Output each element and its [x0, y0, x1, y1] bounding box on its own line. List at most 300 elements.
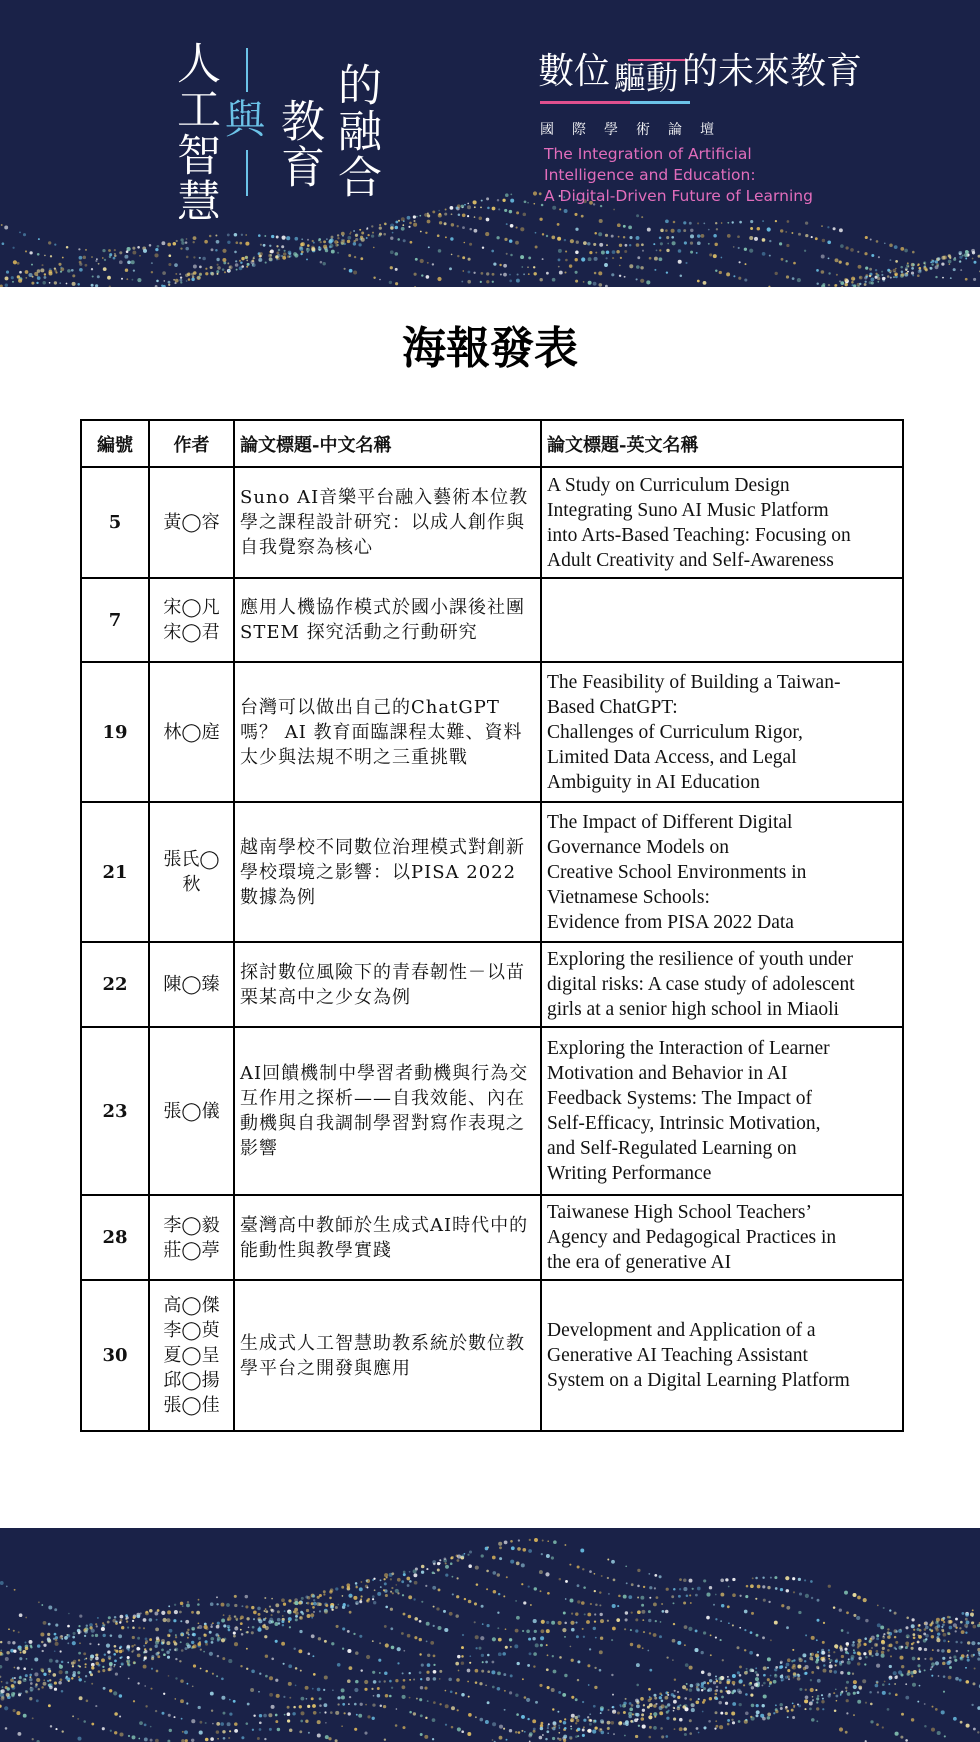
particle-dot	[420, 1678, 422, 1680]
particle-dot	[114, 1731, 117, 1734]
particle-dot	[191, 1647, 194, 1650]
particle-dot	[204, 1625, 208, 1629]
particle-dot	[23, 1667, 26, 1670]
particle-dot	[308, 1653, 311, 1656]
particle-dot	[727, 234, 731, 238]
particle-dot	[25, 250, 27, 252]
particle-dot	[426, 1641, 428, 1643]
particle-dot	[166, 1618, 170, 1622]
particle-dot	[312, 1655, 314, 1657]
particle-dot	[156, 280, 159, 283]
particle-dot	[823, 1669, 827, 1673]
particle-dot	[649, 257, 652, 260]
particle-dot	[655, 1703, 657, 1705]
particle-dot	[875, 1652, 879, 1656]
particle-dot	[103, 1634, 106, 1637]
particle-dot	[420, 1686, 423, 1689]
particle-dot	[785, 1666, 787, 1668]
particle-dot	[149, 1618, 153, 1622]
particle-dot	[469, 228, 472, 231]
particle-dot	[47, 1633, 50, 1636]
particle-dot	[227, 1618, 230, 1621]
particle-dot	[582, 1568, 584, 1570]
particle-dot	[642, 1619, 644, 1621]
particle-dot	[193, 271, 196, 274]
particle-dot	[787, 220, 790, 223]
particle-dot	[421, 1664, 424, 1667]
particle-dot	[426, 1622, 430, 1626]
particle-dot	[211, 248, 214, 251]
particle-dot	[736, 1646, 739, 1649]
particle-dot	[662, 1610, 665, 1613]
particle-dot	[268, 1620, 272, 1624]
particle-dot	[967, 1659, 970, 1662]
particle-dot	[193, 256, 195, 258]
particle-dot	[223, 1712, 226, 1715]
particle-dot	[258, 234, 261, 237]
particle-dot	[869, 1691, 872, 1694]
particle-dot	[864, 283, 867, 286]
particle-dot	[154, 253, 158, 257]
particle-dot	[828, 284, 830, 286]
particle-dot	[698, 1732, 700, 1734]
particle-dot	[665, 1735, 668, 1738]
particle-dot	[728, 1586, 730, 1588]
particle-dot	[318, 247, 322, 251]
particle-dot	[775, 220, 777, 222]
particle-dot	[127, 1645, 131, 1649]
particle-dot	[487, 1670, 490, 1673]
particle-dot	[450, 237, 453, 240]
particle-dot	[816, 1697, 819, 1700]
particle-dot	[552, 1708, 554, 1710]
particle-dot	[185, 274, 189, 278]
particle-dot	[815, 1653, 819, 1657]
particle-dot	[931, 263, 933, 265]
particle-dot	[59, 1665, 63, 1669]
paper-title-zh: Suno AI音樂平台融入藝術本位教學之課程設計研究：以成人創作與自我覺察為核心	[234, 467, 541, 578]
particle-dot	[481, 200, 483, 202]
particle-dot	[671, 229, 675, 233]
particle-dot	[241, 1633, 244, 1636]
particle-dot	[516, 1713, 519, 1716]
particle-dot	[211, 1641, 214, 1644]
title-en-line: Exploring the Interaction of Learner	[547, 1038, 830, 1059]
particle-dot	[205, 1738, 209, 1742]
particle-dot	[78, 1652, 81, 1655]
particle-dot	[275, 1714, 278, 1717]
particle-dot	[653, 1694, 656, 1697]
particle-dot	[127, 1627, 129, 1629]
particle-dot	[648, 1610, 651, 1613]
particle-dot	[402, 1685, 406, 1689]
particle-dot	[68, 1680, 70, 1682]
particle-dot	[38, 238, 40, 240]
particle-dot	[558, 1691, 561, 1694]
particle-dot	[756, 1634, 759, 1637]
particle-dot	[173, 1619, 176, 1622]
particle-dot	[905, 1642, 909, 1646]
particle-dot	[234, 1604, 237, 1607]
particle-dot	[198, 1637, 201, 1640]
particle-dot	[245, 234, 247, 236]
particle-dot	[503, 273, 507, 277]
particle-dot	[697, 234, 700, 237]
particle-dot	[313, 242, 315, 244]
particle-dot	[637, 1644, 641, 1648]
particle-dot	[935, 276, 937, 278]
particle-dot	[220, 1722, 224, 1726]
particle-dot	[175, 1658, 177, 1660]
particle-dot	[588, 1729, 592, 1733]
particle-dot	[612, 257, 614, 259]
particle-dot	[492, 1686, 495, 1689]
particle-dot	[269, 245, 271, 247]
particle-dot	[481, 272, 484, 275]
particle-dot	[775, 272, 778, 275]
particle-dot	[211, 272, 215, 276]
particle-dot	[467, 1554, 469, 1556]
particle-dot	[877, 281, 879, 283]
particle-dot	[29, 1640, 33, 1644]
particle-dot	[389, 1680, 392, 1683]
particle-dot	[276, 245, 278, 247]
particle-dot	[79, 263, 82, 266]
particle-dot	[583, 1586, 586, 1589]
particle-dot	[360, 1581, 362, 1583]
particle-dot	[659, 1711, 663, 1715]
particle-dot	[48, 1623, 51, 1626]
particle-dot	[726, 272, 730, 276]
particle-dot	[719, 1681, 722, 1684]
particle-dot	[911, 1618, 914, 1621]
author-name: 夏◯呈	[163, 1345, 220, 1366]
paper-authors	[149, 942, 234, 1027]
particle-dot	[546, 235, 548, 237]
particle-dot	[11, 276, 14, 279]
particle-dot	[515, 1731, 518, 1734]
particle-dot	[974, 261, 977, 264]
particle-dot	[601, 1575, 603, 1577]
particle-dot	[248, 1627, 250, 1629]
particle-dot	[895, 274, 897, 276]
particle-dot	[192, 1634, 194, 1636]
particle-dot	[803, 1667, 806, 1670]
particle-dot	[924, 1725, 927, 1728]
particle-dot	[252, 1626, 255, 1629]
particle-dot	[600, 1708, 603, 1711]
particle-dot	[600, 1637, 603, 1640]
title-en-line: Challenges of Curriculum Rigor,	[547, 721, 803, 743]
particle-dot	[374, 1589, 376, 1591]
particle-dot	[570, 1599, 574, 1603]
particle-dot	[887, 1649, 890, 1652]
particle-dot	[259, 255, 262, 258]
particle-dot	[792, 1703, 794, 1705]
particle-dot	[492, 281, 494, 283]
particle-dot	[539, 218, 542, 221]
particle-dot	[1, 1681, 3, 1683]
particle-dot	[811, 1671, 814, 1674]
particle-dot	[686, 1595, 689, 1598]
particle-dot	[66, 1676, 68, 1678]
particle-dot	[491, 1670, 495, 1674]
particle-dot	[744, 1610, 748, 1614]
particle-dot	[25, 1647, 29, 1651]
particle-dot	[713, 1604, 715, 1606]
particle-dot	[864, 1663, 866, 1665]
particle-dot	[888, 1683, 890, 1685]
particle-dot	[119, 1657, 121, 1659]
particle-dot	[421, 1565, 425, 1569]
particle-dot	[449, 1612, 453, 1616]
particle-dot	[283, 1603, 286, 1606]
particle-dot	[697, 1587, 701, 1591]
particle-dot	[269, 1728, 272, 1731]
particle-dot	[419, 1698, 422, 1701]
particle-dot	[308, 1732, 310, 1734]
particle-dot	[0, 1641, 2, 1643]
particle-dot	[44, 273, 46, 275]
particle-dot	[298, 1601, 301, 1604]
particle-dot	[331, 236, 334, 239]
particle-dot	[622, 1704, 626, 1708]
particle-dot	[385, 1643, 389, 1647]
particle-dot	[546, 1644, 548, 1646]
particle-dot	[623, 1595, 627, 1599]
particle-dot	[377, 1687, 380, 1690]
particle-dot	[173, 279, 175, 281]
particle-dot	[690, 1684, 694, 1688]
particle-dot	[894, 1612, 897, 1615]
particle-dot	[558, 266, 560, 268]
title-en-line: girls at a senior high school in Miaoli	[547, 999, 839, 1020]
particle-dot	[205, 1670, 208, 1673]
particle-dot	[583, 281, 585, 283]
particle-dot	[419, 1653, 421, 1655]
particle-dot	[682, 1685, 686, 1689]
particle-dot	[168, 1714, 171, 1717]
particle-dot	[432, 263, 434, 265]
particle-dot	[763, 1674, 766, 1677]
particle-dot	[816, 1639, 818, 1641]
particle-dot	[865, 1656, 868, 1659]
particle-dot	[420, 1733, 423, 1736]
particle-dot	[305, 1686, 309, 1690]
particle-dot	[390, 1591, 392, 1593]
particle-dot	[564, 1544, 566, 1546]
particle-dot	[511, 1546, 515, 1550]
particle-dot	[299, 247, 303, 251]
particle-dot	[457, 1727, 461, 1731]
particle-dot	[533, 272, 536, 275]
particle-dot	[181, 1633, 184, 1636]
particle-dot	[894, 245, 898, 249]
particle-dot	[703, 1631, 706, 1634]
particle-dot	[492, 1571, 496, 1575]
particle-dot	[480, 281, 482, 283]
particle-dot	[710, 1634, 712, 1636]
particle-dot	[306, 1698, 308, 1700]
particle-dot	[816, 1707, 819, 1710]
particle-dot	[323, 240, 326, 243]
particle-dot	[181, 1718, 183, 1720]
particle-dot	[325, 1735, 329, 1739]
particle-dot	[433, 1664, 435, 1666]
particle-dot	[54, 1608, 57, 1611]
particle-dot	[426, 275, 430, 279]
particle-dot	[433, 1625, 435, 1627]
particle-dot	[932, 1649, 934, 1651]
header-no: 編號	[81, 420, 149, 467]
particle-dot	[212, 1673, 214, 1675]
author-name: 張◯佳	[163, 1395, 220, 1416]
particle-dot	[493, 262, 496, 265]
particle-dot	[816, 1658, 819, 1661]
particle-dot	[174, 282, 176, 284]
particle-dot	[715, 1594, 717, 1596]
particle-dot	[68, 1613, 70, 1615]
particle-dot	[180, 1679, 184, 1683]
particle-dot	[23, 1678, 27, 1682]
particle-dot	[188, 278, 191, 281]
particle-dot	[145, 1642, 147, 1644]
particle-dot	[323, 1593, 325, 1595]
particle-dot	[395, 252, 399, 256]
particle-dot	[787, 1716, 789, 1718]
particle-dot	[450, 206, 454, 210]
particle-dot	[43, 1679, 45, 1681]
particle-dot	[641, 1604, 644, 1607]
particle-dot	[895, 1693, 898, 1696]
particle-dot	[877, 1623, 881, 1627]
particle-dot	[271, 235, 274, 238]
particle-dot	[880, 1625, 884, 1629]
particle-dot	[234, 1595, 237, 1598]
particle-dot	[204, 240, 208, 244]
particle-dot	[932, 1706, 934, 1708]
particle-dot	[599, 1650, 603, 1654]
particle-dot	[403, 1573, 406, 1576]
particle-dot	[599, 1591, 601, 1593]
particle-dot	[432, 1718, 436, 1722]
particle-dot	[426, 1677, 430, 1681]
particle-dot	[654, 1716, 656, 1718]
particle-dot	[287, 1706, 290, 1709]
particle-dot	[636, 214, 639, 217]
particle-dot	[13, 1681, 16, 1684]
particle-dot	[187, 1683, 189, 1685]
particle-dot	[221, 1677, 224, 1680]
particle-dot	[636, 1704, 640, 1708]
particle-dot	[654, 269, 656, 271]
particle-dot	[66, 246, 69, 249]
particle-dot	[299, 1630, 302, 1633]
particle-dot	[542, 233, 544, 235]
particle-dot	[475, 1681, 478, 1684]
particle-dot	[697, 222, 699, 224]
particle-dot	[600, 1719, 604, 1723]
particle-dot	[467, 1669, 471, 1673]
title-en-line: Vietnamese Schools:	[547, 886, 710, 908]
particle-dot	[349, 1696, 351, 1698]
particle-dot	[522, 1678, 524, 1680]
particle-dot	[840, 1692, 843, 1695]
particle-dot	[839, 228, 843, 232]
particle-dot	[608, 1727, 610, 1729]
particle-dot	[168, 284, 170, 286]
particle-dot	[397, 1647, 401, 1651]
particle-dot	[817, 1695, 820, 1698]
particle-dot	[174, 1698, 176, 1700]
particle-dot	[590, 1603, 592, 1605]
particle-dot	[725, 1578, 728, 1581]
particle-dot	[522, 1548, 526, 1552]
particle-dot	[671, 1595, 674, 1598]
particle-dot	[383, 233, 386, 236]
particle-dot	[209, 1652, 213, 1656]
particle-dot	[191, 278, 194, 281]
particle-dot	[684, 241, 687, 244]
particle-dot	[942, 277, 944, 279]
particle-dot	[593, 243, 596, 246]
particle-dot	[182, 1731, 184, 1733]
particle-dot	[954, 1659, 957, 1662]
particle-dot	[163, 280, 165, 282]
particle-dot	[565, 1580, 568, 1583]
particle-dot	[811, 236, 813, 238]
particle-dot	[419, 1638, 422, 1641]
particle-dot	[18, 279, 22, 283]
particle-dot	[307, 1614, 311, 1618]
particle-dot	[624, 1628, 626, 1630]
particle-dot	[102, 249, 105, 252]
particle-dot	[461, 1661, 464, 1664]
particle-dot	[41, 264, 43, 266]
particle-dot	[155, 1710, 157, 1712]
particle-dot	[878, 256, 880, 258]
particle-dot	[119, 260, 123, 264]
particle-dot	[217, 264, 219, 266]
particle-dot	[607, 1732, 609, 1734]
particle-dot	[648, 1688, 651, 1691]
particle-dot	[635, 1618, 638, 1621]
particle-dot	[762, 1576, 764, 1578]
particle-dot	[485, 1547, 489, 1551]
particle-dot	[366, 228, 368, 230]
particle-dot	[467, 280, 471, 284]
particle-dot	[259, 1714, 262, 1717]
particle-dot	[641, 216, 643, 218]
particle-dot	[259, 1721, 262, 1724]
particle-dot	[54, 1688, 57, 1691]
particle-dot	[281, 245, 284, 248]
particle-dot	[458, 213, 461, 216]
particle-dot	[648, 1619, 651, 1622]
divider-line-top	[246, 48, 248, 92]
particle-dot	[390, 266, 393, 269]
particle-dot	[239, 242, 242, 245]
particle-dot	[659, 1575, 662, 1578]
particle-dot	[732, 1721, 735, 1724]
particle-dot	[325, 1722, 327, 1724]
particle-dot	[119, 1715, 121, 1717]
particle-dot	[72, 1636, 75, 1639]
particle-dot	[518, 1539, 520, 1541]
particle-dot	[347, 236, 351, 240]
particle-dot	[862, 1679, 866, 1683]
particle-dot	[281, 1642, 285, 1646]
